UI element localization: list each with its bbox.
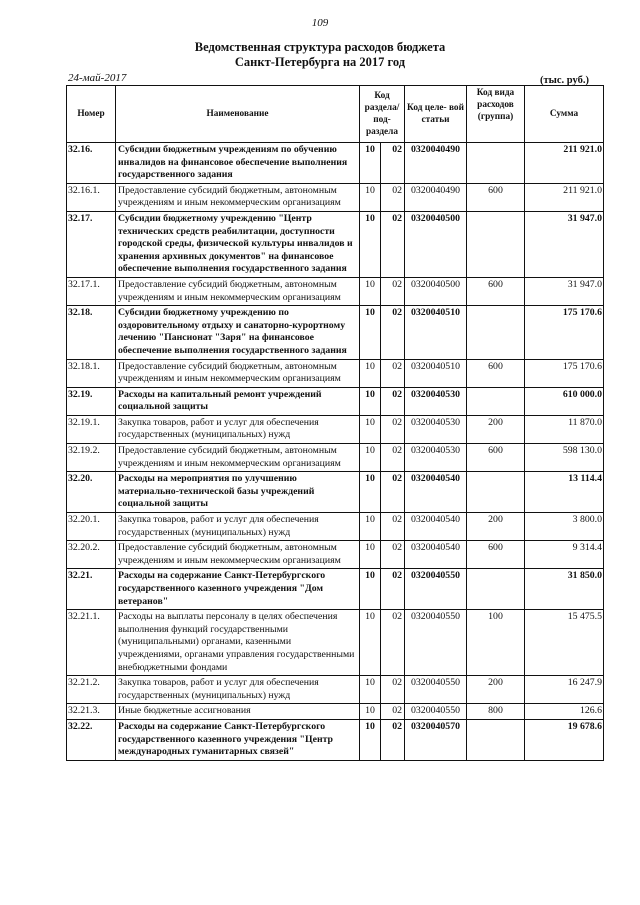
row-sum: 15 475.5 [525, 610, 604, 676]
row-vid [467, 211, 525, 277]
row-article: 0320040550 [405, 676, 467, 704]
page-number: 109 [311, 17, 329, 29]
row-article: 0320040530 [405, 444, 467, 472]
row-vid: 600 [467, 444, 525, 472]
row-podrazdel: 02 [381, 143, 405, 184]
row-razdel: 10 [360, 387, 381, 415]
row-podrazdel: 02 [381, 569, 405, 610]
row-sum: 19 678.6 [525, 719, 604, 760]
row-sum: 16 247.9 [525, 676, 604, 704]
row-razdel: 10 [360, 143, 381, 184]
row-name: Расходы на мероприятия по улучшению материально-технической базы учреждений социальной защиты [116, 472, 360, 513]
document-title [0, 40, 640, 70]
table-row [67, 211, 604, 277]
row-sum: 211 921.0 [525, 183, 604, 211]
row-name: Субсидии бюджетному учреждению по оздоровительному отдыху и санаторно-курортному лечению "Пансионат "Заря" на финансовое обеспечение выполнения государственного задания [116, 306, 360, 359]
header-num: Номер [67, 86, 116, 143]
row-article: 0320040500 [405, 277, 467, 305]
row-podrazdel: 02 [381, 541, 405, 569]
row-vid [467, 719, 525, 760]
row-podrazdel: 02 [381, 387, 405, 415]
header-name: Наименование [116, 86, 360, 143]
table-row [67, 569, 604, 610]
table-row [67, 444, 604, 472]
row-podrazdel: 02 [381, 183, 405, 211]
row-razdel: 10 [360, 676, 381, 704]
row-number: 32.21.1. [67, 610, 116, 676]
row-name: Закупка товаров, работ и услуг для обеспечения государственных (муниципальных) нужд [116, 415, 360, 443]
row-sum: 175 170.6 [525, 359, 604, 387]
row-razdel: 10 [360, 704, 381, 720]
row-podrazdel: 02 [381, 211, 405, 277]
row-number: 32.21.2. [67, 676, 116, 704]
row-number: 32.20.1. [67, 513, 116, 541]
row-vid: 800 [467, 704, 525, 720]
row-razdel: 10 [360, 415, 381, 443]
table-row [67, 472, 604, 513]
row-podrazdel: 02 [381, 676, 405, 704]
row-vid: 200 [467, 415, 525, 443]
row-podrazdel: 02 [381, 719, 405, 760]
row-podrazdel: 02 [381, 704, 405, 720]
row-number: 32.21.3. [67, 704, 116, 720]
table-row [67, 610, 604, 676]
row-vid: 600 [467, 359, 525, 387]
table-header [67, 86, 604, 143]
row-name: Предоставление субсидий бюджетным, автономным учреждениям и иным некоммерческим организациям [116, 541, 360, 569]
row-sum: 175 170.6 [525, 306, 604, 359]
row-name: Расходы на капитальный ремонт учреждений социальной защиты [116, 387, 360, 415]
row-sum: 13 114.4 [525, 472, 604, 513]
row-sum: 31 947.0 [525, 211, 604, 277]
table-row [67, 704, 604, 720]
row-vid: 600 [467, 183, 525, 211]
row-razdel: 10 [360, 513, 381, 541]
row-article: 0320040550 [405, 704, 467, 720]
budget-table [66, 85, 604, 761]
table-row [67, 541, 604, 569]
row-name: Закупка товаров, работ и услуг для обеспечения государственных (муниципальных) нужд [116, 513, 360, 541]
row-sum: 11 870.0 [525, 415, 604, 443]
row-name: Расходы на содержание Санкт-Петербургского государственного казенного учреждения "Центр международных гуманитарных связей" [116, 719, 360, 760]
row-number: 32.20.2. [67, 541, 116, 569]
row-name: Субсидии бюджетным учреждениям по обучению инвалидов на финансовое обеспечение выполнения государственного задания [116, 143, 360, 184]
row-number: 32.18.1. [67, 359, 116, 387]
row-razdel: 10 [360, 541, 381, 569]
row-razdel: 10 [360, 183, 381, 211]
row-podrazdel: 02 [381, 359, 405, 387]
row-vid [467, 143, 525, 184]
table-row [67, 415, 604, 443]
row-podrazdel: 02 [381, 306, 405, 359]
table-row [67, 676, 604, 704]
header-sum: Сумма [525, 86, 604, 143]
table-row [67, 719, 604, 760]
row-sum: 9 314.4 [525, 541, 604, 569]
row-article: 0320040490 [405, 143, 467, 184]
row-article: 0320040550 [405, 610, 467, 676]
row-number: 32.22. [67, 719, 116, 760]
title-line-2: Санкт-Петербурга на 2017 год [234, 55, 406, 69]
row-name: Расходы на содержание Санкт-Петербургского государственного казенного учреждения "Дом ветеранов" [116, 569, 360, 610]
row-name: Предоставление субсидий бюджетным, автономным учреждениям и иным некоммерческим организациям [116, 277, 360, 305]
row-number: 32.19.1. [67, 415, 116, 443]
row-sum: 31 947.0 [525, 277, 604, 305]
row-vid: 600 [467, 541, 525, 569]
row-razdel: 10 [360, 569, 381, 610]
header-article: Код целе- вой статьи [405, 86, 467, 143]
row-article: 0320040540 [405, 513, 467, 541]
row-number: 32.17.1. [67, 277, 116, 305]
row-name: Предоставление субсидий бюджетным, автономным учреждениям и иным некоммерческим организациям [116, 444, 360, 472]
row-vid [467, 387, 525, 415]
row-razdel: 10 [360, 444, 381, 472]
row-sum: 3 800.0 [525, 513, 604, 541]
row-name: Расходы на выплаты персоналу в целях обеспечения выполнения функций государственными (муниципальными) органами, казенными учреждениями, органами управления государственными внебюджетными фондами [116, 610, 360, 676]
row-article: 0320040540 [405, 472, 467, 513]
row-sum: 610 000.0 [525, 387, 604, 415]
row-vid: 200 [467, 513, 525, 541]
row-razdel: 10 [360, 719, 381, 760]
header-vid: Код вида расходов (группа) [467, 86, 525, 143]
row-podrazdel: 02 [381, 415, 405, 443]
row-vid: 100 [467, 610, 525, 676]
row-number: 32.18. [67, 306, 116, 359]
row-name: Предоставление субсидий бюджетным, автономным учреждениям и иным некоммерческим организациям [116, 359, 360, 387]
row-vid: 600 [467, 277, 525, 305]
row-sum: 598 130.0 [525, 444, 604, 472]
row-razdel: 10 [360, 359, 381, 387]
table-row [67, 306, 604, 359]
table-row [67, 277, 604, 305]
row-article: 0320040500 [405, 211, 467, 277]
row-name: Субсидии бюджетному учреждению "Центр технических средств реабилитации, доступности городской среды, физической культуры инвалидов и хранения архивных документов" на финансовое обеспечение выполнения государственного задания [116, 211, 360, 277]
row-vid: 200 [467, 676, 525, 704]
row-article: 0320040570 [405, 719, 467, 760]
row-vid [467, 306, 525, 359]
row-razdel: 10 [360, 277, 381, 305]
header-razdel: Код раздела/ под- раздела [360, 86, 405, 143]
row-vid [467, 569, 525, 610]
row-article: 0320040490 [405, 183, 467, 211]
row-podrazdel: 02 [381, 444, 405, 472]
table-row [67, 183, 604, 211]
row-article: 0320040540 [405, 541, 467, 569]
row-number: 32.16.1. [67, 183, 116, 211]
row-number: 32.21. [67, 569, 116, 610]
row-article: 0320040510 [405, 306, 467, 359]
row-name: Предоставление субсидий бюджетным, автономным учреждениям и иным некоммерческим организациям [116, 183, 360, 211]
row-podrazdel: 02 [381, 277, 405, 305]
table-row [67, 513, 604, 541]
table-row [67, 143, 604, 184]
row-article: 0320040530 [405, 387, 467, 415]
row-vid [467, 472, 525, 513]
row-razdel: 10 [360, 306, 381, 359]
row-sum: 211 921.0 [525, 143, 604, 184]
row-article: 0320040530 [405, 415, 467, 443]
table-row [67, 359, 604, 387]
row-article: 0320040550 [405, 569, 467, 610]
row-name: Закупка товаров, работ и услуг для обеспечения государственных (муниципальных) нужд [116, 676, 360, 704]
document-date: 24-май-2017 [68, 72, 127, 84]
units-label: (тыс. руб.) [540, 75, 589, 86]
row-number: 32.17. [67, 211, 116, 277]
row-name: Иные бюджетные ассигнования [116, 704, 360, 720]
row-razdel: 10 [360, 610, 381, 676]
table-row [67, 387, 604, 415]
row-sum: 31 850.0 [525, 569, 604, 610]
row-razdel: 10 [360, 211, 381, 277]
row-number: 32.20. [67, 472, 116, 513]
row-sum: 126.6 [525, 704, 604, 720]
row-article: 0320040510 [405, 359, 467, 387]
row-number: 32.19. [67, 387, 116, 415]
title-line-1: Ведомственная структура расходов бюджета [194, 40, 446, 54]
row-razdel: 10 [360, 472, 381, 513]
row-podrazdel: 02 [381, 513, 405, 541]
row-number: 32.19.2. [67, 444, 116, 472]
row-number: 32.16. [67, 143, 116, 184]
row-podrazdel: 02 [381, 610, 405, 676]
row-podrazdel: 02 [381, 472, 405, 513]
